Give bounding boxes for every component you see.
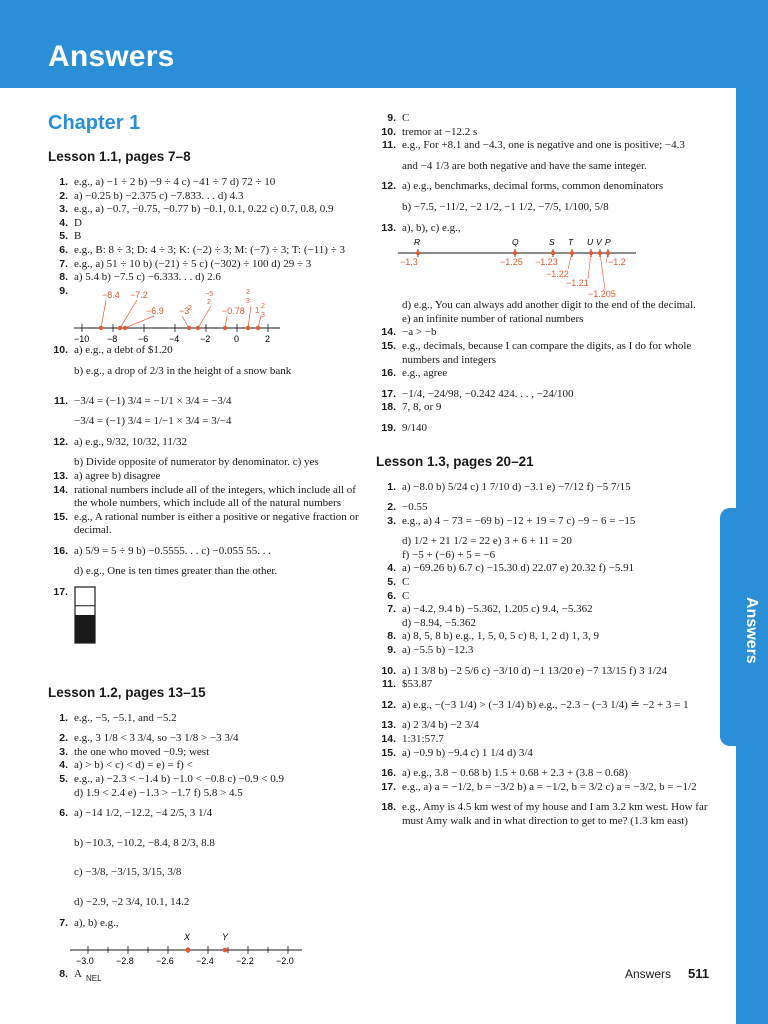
answer-item (376, 160, 712, 174)
item-text: e.g., a) −0.7, −0.75, −0.77 b) −0.1, 0.1, 0.22 c) 0.7, 0.8, 0.9 (74, 203, 334, 216)
item-number: 16. (53, 544, 68, 557)
answer-item (48, 484, 364, 511)
item-text: d) 1.9 < 2.4 e) −1.3 > −1.7 f) 5.8 > 4.5 (74, 786, 243, 799)
point-label: Y (222, 932, 229, 943)
lesson-1-2-list (48, 712, 364, 982)
lesson-1-3-list (376, 481, 712, 829)
item-number: 13. (53, 469, 68, 482)
item-number: 15. (381, 339, 396, 352)
item-number: 8. (59, 271, 68, 284)
answer-item (48, 586, 364, 649)
answer-item (48, 271, 364, 285)
answer-item (48, 759, 364, 773)
item-text: tremor at −12.2 s (402, 125, 478, 138)
item-text: e.g., decimals, because I can compare the digits, as I do for whole numbers and integers (402, 339, 692, 366)
answer-item (48, 395, 364, 409)
item-text: e.g., a) 51 ÷ 10 b) (−21) ÷ 5 c) (−302) ÷ 100 d) 29 ÷ 3 (74, 257, 312, 270)
plot-label: −8.4 (102, 290, 120, 301)
answer-item (376, 112, 712, 126)
item-number: 3. (59, 203, 68, 216)
tick-label: −6 (138, 334, 149, 345)
item-text: A (74, 968, 82, 981)
answer-item (376, 126, 712, 140)
item-number: 8. (59, 968, 68, 981)
answer-item (376, 678, 712, 692)
item-number: 16. (381, 367, 396, 380)
item-number: 16. (381, 767, 396, 780)
answer-item (376, 401, 712, 415)
answer-item (376, 719, 712, 733)
item-number: 4. (59, 216, 68, 229)
tick-label: 0 (234, 334, 240, 345)
answer-item (376, 747, 712, 761)
item-text: e.g., a) 4 − 73 = −69 b) −12 + 19 = 7 c) −9 − 6 = −15 (402, 514, 636, 527)
page-number: 511 (688, 966, 709, 981)
item-text: d) −8.94, −5.362 (402, 616, 476, 629)
answer-item (376, 733, 712, 747)
item-number: 11. (381, 139, 396, 152)
answer-item (376, 481, 712, 495)
item-number: 10. (53, 344, 68, 357)
item-number: 6. (59, 807, 68, 820)
item-text: e.g., For +8.1 and −4.3, one is negative and one is positive; −4.3 (402, 139, 685, 152)
item-number (376, 617, 402, 631)
answer-item (376, 617, 712, 631)
item-number: 12. (381, 698, 396, 711)
item-number (376, 201, 402, 215)
item-text: a) −69.26 b) 6.7 c) −15.30 d) 22.07 e) 20.32 f) −5.91 (402, 562, 635, 575)
item-number: 10. (381, 664, 396, 677)
item-number (376, 160, 402, 174)
item-text: 7, 8, or 9 (402, 401, 442, 414)
item-subpart: d) e.g., One is ten times greater than the other. (74, 565, 278, 578)
answer-item (48, 511, 364, 538)
answer-item (376, 576, 712, 590)
item-text: e.g., −5, −5.1, and −5.2 (74, 711, 177, 724)
right-column (376, 112, 712, 829)
item-number (48, 787, 74, 801)
item-number: 14. (381, 733, 396, 745)
item-text: −1/4, −24/98, −0.242 424. . . , −24/100 (402, 387, 574, 400)
point-letter: V (596, 237, 602, 248)
answer-item (48, 190, 364, 204)
item-number: 7. (59, 916, 68, 929)
item-text: a) −4.2, 9.4 b) −5.362, 1.205 c) 9.4, −5.362 (402, 603, 593, 616)
plot-label: −5 (205, 291, 213, 299)
item-text: e.g., A rational number is either a positive or negative fraction or decimal. (74, 510, 359, 537)
item-text: a) e.g., 3.8 − 0.68 b) 1.5 + 0.68 + 2.3 + (3.8 − 0.68) (402, 767, 628, 780)
plot-label: 2 (207, 299, 211, 307)
item-subpart: −3/4 = (−1) 3/4 = 1/−1 × 3/4 = 3/−4 (74, 415, 232, 428)
item-number: 1. (59, 711, 68, 724)
answer-item (48, 746, 364, 760)
item-number: 11. (53, 394, 68, 407)
tick-label: −8 (107, 334, 118, 345)
answer-item (376, 590, 712, 604)
item-text: 1:31:57.7 (402, 733, 444, 745)
footer-section-title: Answers (625, 967, 672, 981)
item-number: 8. (387, 630, 396, 643)
item-text: D (74, 216, 82, 229)
item-text: a) −0.25 b) −2.375 c) −7.833. . . d) 4.3 (74, 189, 244, 202)
item-number: 9. (387, 644, 396, 657)
item-number: 17. (53, 586, 68, 599)
answer-item (376, 562, 712, 576)
item-text: a) e.g., −(−3 1/4) > (−3 1/4) b) e.g., −2.3 − (−3 1/4) ≐ −2 + 3 = 1 (402, 698, 689, 711)
value-label: −1.25 (500, 257, 523, 268)
answer-item (376, 603, 712, 617)
item-number (376, 535, 402, 549)
answer-item (376, 549, 712, 563)
item-number: 14. (381, 326, 396, 339)
answer-item (376, 201, 712, 215)
plot-label: 3 (246, 298, 250, 306)
answer-item (376, 644, 712, 658)
tick-label: −2 (200, 334, 211, 345)
item-subpart: d) −2.9, −2 3/4, 10.1, 14.2 (74, 896, 190, 908)
item-number: 1. (59, 176, 68, 188)
tick-label: −4 (169, 334, 180, 345)
item-text: e.g., a) a = −1/2, b = −3/2 b) a = −1/2, b = 3/2 c) a = −3/2, b = −1/2 (402, 780, 697, 793)
point-y (223, 948, 228, 953)
answer-item (48, 203, 364, 217)
item-text: a), b), c) e.g., (402, 221, 461, 234)
plot-label: 2 (261, 303, 265, 311)
value-label: −1.21 (566, 278, 589, 289)
item-number: 15. (381, 746, 396, 759)
plot-label: −0.78 (222, 306, 245, 317)
answer-item (48, 176, 364, 190)
item-number: 13. (381, 719, 396, 732)
item-text: a) 8, 5, 8 b) e.g., 1, 5, 0, 5 c) 8, 1, 2 d) 1, 3, 9 (402, 630, 600, 643)
answer-item (376, 767, 712, 781)
answer-item (376, 781, 712, 795)
item-text: −3/4 = (−1) 3/4 = −1/1 × 3/4 = −3/4 (74, 394, 232, 407)
item-text: a) e.g., a debt of $1.20 (74, 344, 173, 357)
item-number: 3. (387, 514, 396, 527)
tick-label: −2.0 (276, 956, 294, 967)
item-text: a) e.g., 9/32, 10/32, 11/32 (74, 435, 187, 448)
item-text: a), b) e.g., (74, 916, 119, 929)
item-text: a) agree b) disagree (74, 469, 161, 482)
item-text: a) 1 3/8 b) −2 5/6 c) −3/10 d) −1 13/20 e) −7 13/15 f) 3 1/24 (402, 664, 667, 677)
answer-item (48, 470, 364, 484)
item-number: 3. (59, 745, 68, 758)
item-number (376, 549, 402, 563)
answer-item (48, 732, 364, 746)
plot-label: −3 (179, 306, 190, 317)
answer-item (48, 230, 364, 244)
answer-item (48, 807, 364, 821)
answer-item (376, 388, 712, 402)
item-subpart: e) an infinite number of rational numbers (402, 312, 584, 325)
answer-item (376, 180, 712, 194)
answer-item (48, 917, 364, 931)
item-text: 9/140 (402, 421, 428, 434)
tick-label: −2.4 (196, 956, 214, 967)
chapter-heading: Chapter 1 (48, 112, 141, 134)
item-number: 10. (381, 125, 396, 138)
item-text: and −4 1/3 are both negative and have the same integer. (402, 159, 647, 172)
item-number: 7. (387, 603, 396, 616)
answer-item (48, 258, 364, 272)
item-number: 17. (381, 780, 396, 793)
number-line-q7 (66, 930, 306, 968)
lesson-heading: Lesson 1.2, pages 13–15 (48, 684, 206, 700)
answer-item (376, 139, 712, 153)
answer-item (48, 244, 364, 258)
value-label: −1.23 (535, 257, 558, 268)
item-text: B (74, 230, 82, 243)
item-number: 4. (59, 759, 68, 772)
item-number: 6. (387, 589, 396, 602)
item-text: e.g., a) −1 ÷ 2 b) −9 ÷ 4 c) −41 ÷ 7 d) 72 ÷ 10 (74, 176, 276, 188)
item-number: 15. (53, 510, 68, 523)
item-number: 7. (59, 257, 68, 270)
answer-item (48, 344, 364, 358)
point-letter: T (568, 237, 574, 248)
item-subpart: b) e.g., a drop of 2/3 in the height of a snow bank (74, 364, 292, 377)
answer-item (376, 801, 712, 828)
answer-item (376, 699, 712, 713)
item-number: 13. (381, 221, 396, 234)
item-text: a) 2 3/4 b) −2 3/4 (402, 719, 479, 732)
section-tab-label: Answers (743, 596, 760, 664)
answer-item (376, 367, 712, 381)
tick-label: −10 (74, 334, 90, 345)
tick-label: −3.0 (76, 956, 94, 967)
plot-label: 1 (255, 306, 260, 316)
item-text: a) −14 1/2, −12.2, −4 2/5, 3 1/4 (74, 807, 213, 820)
answer-item (48, 545, 364, 559)
item-text: a) −5.5 b) −12.3 (402, 644, 474, 657)
item-text: a) 5/9 = 5 ÷ 9 b) −0.5555. . . c) −0.055 55. . . (74, 544, 271, 557)
fraction-bar-diagram (74, 586, 96, 644)
item-text: a) e.g., benchmarks, decimal forms, common denominators (402, 180, 664, 193)
item-text: e.g., 3 1/8 < 3 3/4, so −3 1/8 > −3 3/4 (74, 732, 239, 745)
item-text: e.g., agree (402, 367, 448, 380)
tick-label: −2.6 (156, 956, 174, 967)
item-number: 2. (387, 501, 396, 514)
point-letter: Q (512, 237, 519, 248)
item-text: −0.55 (402, 501, 428, 514)
answer-item (376, 422, 712, 436)
point-label: X (184, 932, 191, 943)
item-number: 4. (387, 562, 396, 575)
item-number: 9. (59, 284, 68, 297)
point-letter: P (605, 237, 611, 248)
item-text: a) 5.4 b) −7.5 c) −6.333. . . d) 2.6 (74, 271, 221, 284)
answer-item (48, 436, 364, 450)
value-label: −1.3 (400, 257, 418, 268)
item-number: 12. (53, 435, 68, 448)
plot-label: −7.2 (130, 290, 148, 301)
answer-item (48, 712, 364, 726)
tick-label: 2 (265, 334, 271, 345)
item-text: e.g., a) −2.3 < −1.4 b) −1.0 < −0.8 c) −0.9 < 0.9 (74, 773, 285, 786)
plot-label: −6.9 (146, 306, 164, 317)
answer-item (376, 340, 712, 367)
item-number: 5. (59, 773, 68, 786)
item-text: e.g., B: 8 ÷ 3; D: 4 ÷ 3; K: (−2) ÷ 3; M: (−7) ÷ 3; T: (−11) ÷ 3 (74, 243, 345, 256)
item-subpart: c) −3/8, −3/15, 3/15, 3/8 (74, 866, 182, 879)
item-text: f) −5 + (−6) + 5 = −6 (402, 548, 496, 561)
point-x (186, 948, 191, 953)
item-text: C (402, 589, 410, 602)
answer-item (376, 222, 712, 236)
item-number: 6. (59, 243, 68, 256)
item-subpart: b) −10.3, −10.2, −8.4, 8 2/3, 8.8 (74, 836, 215, 849)
item-number: 18. (381, 801, 396, 814)
value-label: −1.2 (608, 257, 626, 268)
number-line-q13 (398, 235, 638, 299)
answer-item (48, 773, 364, 787)
item-number: 17. (381, 387, 396, 400)
item-number: 1. (387, 480, 396, 493)
answer-item (376, 515, 712, 529)
item-subpart: d) e.g., You can always add another digit to the end of the decimal. (402, 299, 696, 312)
item-text: $53.87 (402, 678, 433, 691)
value-label: −1.22 (546, 269, 569, 280)
item-subpart: b) Divide opposite of numerator by denominator. c) yes (74, 456, 319, 469)
lesson-heading: Lesson 1.1, pages 7–8 (48, 149, 191, 164)
item-number: 19. (381, 421, 396, 434)
answer-item (376, 665, 712, 679)
item-number: 5. (59, 230, 68, 243)
point-letter: R (414, 237, 421, 248)
item-text: a) −8.0 b) 5/24 c) 1 7/10 d) −3.1 e) −7/12 f) −5 7/15 (402, 480, 631, 493)
answer-item (376, 501, 712, 515)
item-number: 14. (53, 483, 68, 496)
item-text: the one who moved −0.9; west (74, 745, 210, 758)
answer-item (376, 535, 712, 549)
item-text: rational numbers include all of the integers, which include all of the whole numbers, which include all of the natural numbers (74, 483, 356, 510)
item-text: d) 1/2 + 21 1/2 = 22 e) 3 + 6 + 11 = 20 (402, 535, 572, 548)
value-label: −1.205 (588, 289, 616, 300)
page-title: Answers (48, 40, 175, 73)
plot-label: 2 (246, 289, 250, 297)
lesson-1-1-list (48, 176, 364, 649)
lesson-heading: Lesson 1.3, pages 20–21 (376, 453, 534, 469)
item-text: a) −0.9 b) −9.4 c) 1 1/4 d) 3/4 (402, 746, 533, 759)
item-number: 5. (387, 576, 396, 589)
answer-item (376, 630, 712, 644)
item-number: 2. (59, 189, 68, 202)
answer-item (48, 217, 364, 231)
item-text: −a > −b (402, 326, 437, 339)
item-text: b) −7.5, −11/2, −2 1/2, −1 1/2, −7/5, 1/100, 5/8 (402, 200, 609, 213)
left-column (48, 110, 364, 982)
tick-label: −2.8 (116, 956, 134, 967)
item-text: C (402, 112, 410, 124)
tick-label: −2.2 (236, 956, 254, 967)
point-letter: U (587, 237, 594, 248)
point-letter: S (549, 237, 555, 248)
item-number: 12. (381, 180, 396, 193)
item-number: 2. (59, 732, 68, 745)
item-text: a) > b) < c) < d) = e) = f) < (74, 759, 193, 772)
footer-publisher: NEL (86, 974, 102, 983)
answer-item (376, 326, 712, 340)
item-number: 9. (387, 112, 396, 124)
item-number: 11. (381, 678, 396, 691)
plot-label: 3 (261, 312, 265, 320)
item-number: 18. (381, 401, 396, 414)
plot-label: 2 (188, 305, 192, 313)
item-text: C (402, 576, 410, 589)
header-banner (0, 0, 736, 88)
item-text: e.g., Amy is 4.5 km west of my house and I am 3.2 km west. How far must Amy walk and in what direction to get to me? (1.3 km east) (402, 801, 708, 827)
answer-item (48, 787, 364, 801)
